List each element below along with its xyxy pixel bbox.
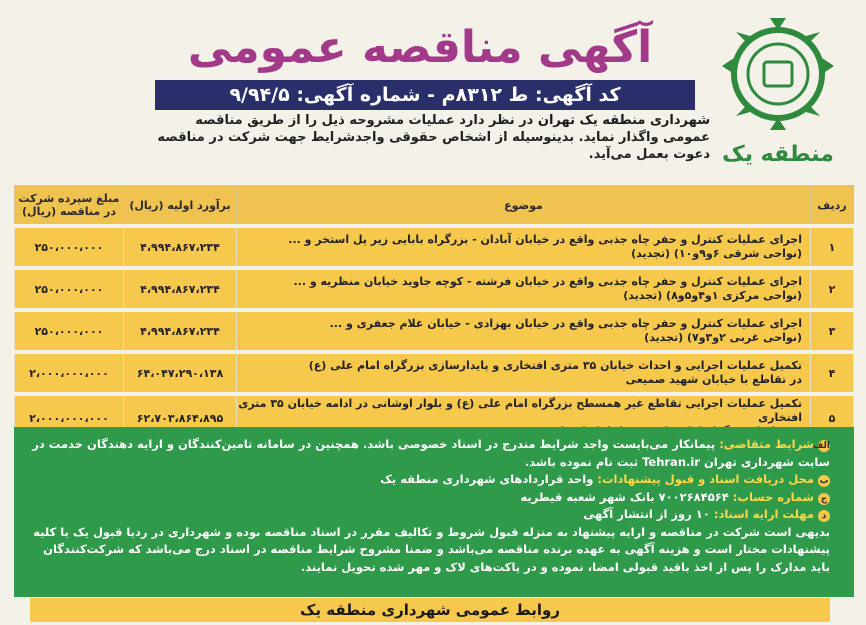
- condition-d-bullet: د: [818, 510, 830, 522]
- conditions-text: [30, 436, 830, 576]
- condition-d-label: مهلت ارایه اسناد:: [709, 507, 814, 521]
- notice-title: آگهی مناقصه عمومی: [187, 22, 653, 73]
- row-subject: [237, 226, 811, 268]
- row-number: ۴: [811, 352, 854, 394]
- row-subject: [237, 352, 811, 394]
- condition-d-text: ۱۰ روز از انتشار آگهی: [583, 507, 710, 521]
- row-estimate: ۶۲،۷۰۳،۸۶۴،۸۹۵: [124, 394, 237, 441]
- intro-org: شهرداری منطقه یک تهران: [537, 113, 710, 128]
- condition-c-bullet: ج: [818, 493, 830, 505]
- condition-c: [30, 489, 830, 507]
- intro-paragraph: [150, 112, 710, 163]
- row-subject-line2: در تقاطع با خیابان شهید صمیعی: [625, 373, 802, 386]
- row-subject-line2: (نواحی غربی ۲و۳و۷) (تجدید): [644, 331, 802, 344]
- condition-b-label: محل دریافت اسناد و قبول پیشنهادات:: [593, 472, 814, 486]
- row-subject-line2: (نواحی شرقی ۶و۹و۱۰) (تجدید): [631, 247, 802, 260]
- row-subject-line1: تکمیل عملیات اجرایی و احداث خیابان ۳۵ متری افتخاری و پایدارسازی بزرگراه امام علی (ع): [308, 359, 802, 372]
- tender-table: [14, 185, 854, 441]
- condition-a-bullet: الف: [812, 441, 830, 451]
- row-subject: [237, 310, 811, 352]
- row-subject-line2: (نواحی مرکزی ۱و۴و۵و۸) (تجدید): [623, 289, 802, 302]
- table-row: [15, 310, 854, 352]
- row-number: ۵: [811, 394, 854, 441]
- condition-b-text: واحد قراردادهای شهرداری منطقه یک: [380, 472, 594, 486]
- row-estimate: ۶۴،۰۴۷،۲۹۰،۱۳۸: [124, 352, 237, 394]
- row-estimate: ۴،۹۹۴،۸۶۷،۲۳۴: [124, 268, 237, 310]
- logo-caption: منطقه یک: [722, 142, 834, 167]
- footer-public-relations: روابط عمومی شهرداری منطقه یک: [30, 598, 830, 622]
- header-estimate: برآورد اولیه (ریال): [124, 186, 237, 227]
- condition-d: [30, 506, 830, 524]
- row-subject-line1: اجرای عملیات کنترل و حفر چاه جذبی واقع در خیابان آبادان - بزرگراه بابایی زیر پل استخر و ...: [288, 233, 802, 246]
- table-row: [15, 352, 854, 394]
- header-row-number: ردیف: [811, 186, 854, 227]
- condition-a-label: شرایط متقاضی:: [715, 437, 814, 451]
- table-row: [15, 226, 854, 268]
- row-estimate: ۴،۹۹۴،۸۶۷،۲۳۴: [124, 226, 237, 268]
- notice-code-bar: کد آگهی: ط ۸۳۱۲م - شماره آگهی: ۹/۹۴/۵: [155, 80, 695, 110]
- table-header-row: [15, 186, 854, 227]
- row-deposit: ۲،۰۰۰،۰۰۰،۰۰۰: [15, 394, 124, 441]
- row-deposit: ۲،۰۰۰،۰۰۰،۰۰۰: [15, 352, 124, 394]
- condition-b: [30, 471, 830, 489]
- municipality-logo-icon: [718, 16, 838, 176]
- conditions-note: بدیهی است شرکت در مناقصه و ارایه پیشنهاد به منزله قبول شروط و تکالیف مقرر در اسناد مناقصه بوده و شهرداری در ردیا قبول یک یا کلیه پیشنهادات مختار است و هزینه آگهی به عهده برنده مناقصه می‌باشد و ضمنا مشروح شرایط مناقصه در اسناد درج می‌باشد که شرکت‌کنندگان باید مدارک را پس از اخذ باقید قبولی امضا، نموده و در پاکت‌های لاک و مهر شده تحویل نمایند.: [33, 524, 830, 574]
- header-deposit: مبلغ سپرده شرکت در مناقصه (ریال): [15, 186, 124, 227]
- row-deposit: ۲۵۰،۰۰۰،۰۰۰: [15, 226, 124, 268]
- condition-c-text: ۷۰۰۲۶۸۴۵۶۴ بانک شهر شعبه قیطریه: [520, 489, 729, 504]
- row-deposit: ۲۵۰،۰۰۰،۰۰۰: [15, 310, 124, 352]
- condition-b-bullet: ب: [819, 476, 829, 486]
- condition-a-text: پیمانکار می‌بایست واجد شرایط مندرج در اسناد خصوصی باشد. همچنین در سامانه تامین‌کنندگان و ارایه دهندگان خدمت در سایت شهرداری تهران Tehran.ir ثبت نام نموده باشد.: [32, 437, 830, 469]
- row-subject-line1: اجرای عملیات کنترل و حفر چاه جذبی واقع در خیابان بهزادی - خیابان غلام جعفری و ...: [329, 317, 802, 330]
- row-number: ۳: [811, 310, 854, 352]
- intro-text: در نظر دارد عملیات مشروحه ذیل را از طریق مناقصه عمومی واگذار نماید. بدینوسیله از اشخاص حقوقی واجدشرایط جهت شرکت در مناقصه دعوت بعمل می‌آید.: [157, 113, 710, 162]
- row-estimate: ۴،۹۹۴،۸۶۷،۲۳۴: [124, 310, 237, 352]
- row-deposit: ۲۵۰،۰۰۰،۰۰۰: [15, 268, 124, 310]
- condition-c-label: شماره حساب:: [728, 489, 814, 504]
- row-subject-line1: تکمیل عملیات اجرایی تقاطع غیر همسطح بزرگراه امام علی (ع) و بلوار اوشانی در ادامه خیابان ۳۵ متری افتخاری: [238, 397, 802, 424]
- row-subject: [237, 268, 811, 310]
- row-number: ۲: [811, 268, 854, 310]
- condition-a: [30, 436, 830, 471]
- row-subject-line1: اجرای عملیات کنترل و حفر چاه جذبی واقع در خیابان فرشته - کوچه جاوید خیابان منظریه و ...: [293, 275, 802, 288]
- table-row: [15, 268, 854, 310]
- row-number: ۱: [811, 226, 854, 268]
- header-subject: موضوع: [237, 186, 811, 227]
